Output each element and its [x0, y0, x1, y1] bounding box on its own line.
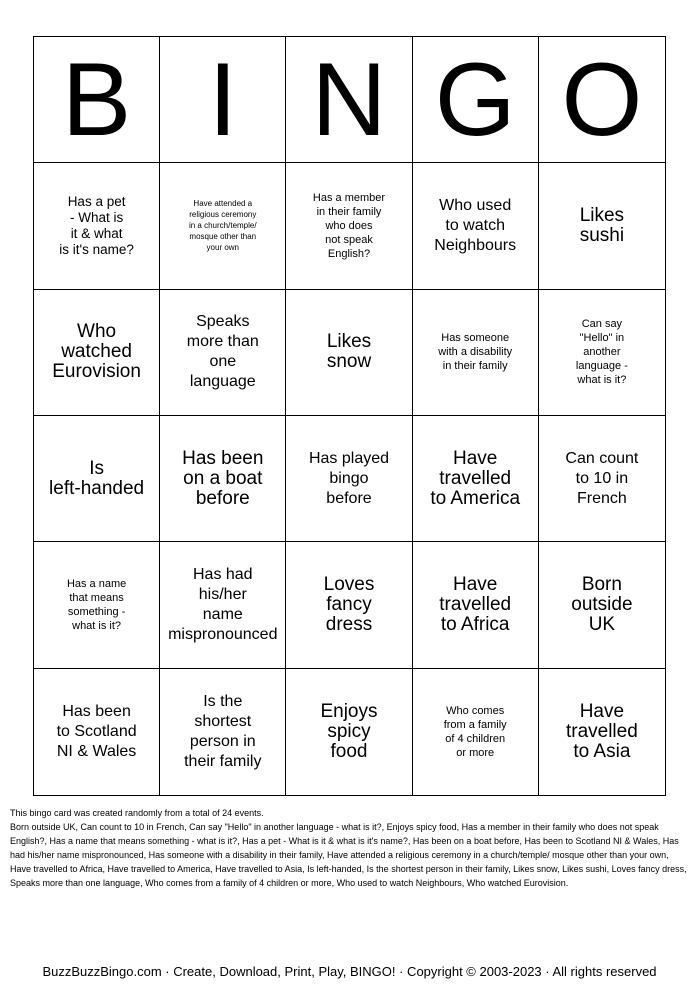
- bingo-cell: Who comes from a family of 4 children or more: [413, 669, 539, 795]
- bingo-cell: Born outside UK: [539, 542, 665, 668]
- bingo-cell: Have travelled to America: [413, 416, 539, 542]
- bingo-cell: Have travelled to Asia: [565, 700, 638, 762]
- header-letter-o: O: [539, 37, 665, 163]
- bingo-cell: Who used to watch Neighbours: [413, 163, 539, 289]
- bingo-card: [33, 36, 666, 796]
- bingo-cell: Can say "Hello" in another language - what is it?: [539, 290, 665, 416]
- footer-copyright: BuzzBuzzBingo.com · Create, Download, Print, Play, BINGO! · Copyright © 2003-2023 · All rights reserved: [42, 964, 657, 979]
- bingo-cell: Has a pet - What is it & what is it's name?: [34, 163, 160, 289]
- bingo-cell: Is the shortest person in their family: [160, 669, 286, 795]
- bingo-cell: Has been to Scotland NI & Wales: [34, 669, 160, 795]
- header-letter-i: I: [160, 37, 286, 163]
- bingo-cell: Has been on a boat before: [160, 416, 286, 542]
- bingo-cell: Likes snow: [286, 290, 412, 416]
- bingo-cell: Has a name that means something - what is it?: [34, 542, 160, 668]
- bingo-cell: Loves fancy dress: [286, 542, 412, 668]
- bingo-cell: Has played bingo before: [286, 416, 412, 542]
- header-letter-b: B: [34, 37, 160, 163]
- bingo-cell: Has had his/her name mispronounced: [160, 542, 286, 668]
- bingo-cell: Is left-handed: [34, 416, 160, 542]
- header-letter-n: N: [286, 37, 412, 163]
- bingo-cell: Who watched Eurovision: [34, 290, 160, 416]
- bingo-cell: Has someone with a disability in their family: [413, 290, 539, 416]
- bingo-cell: Can count to 10 in French: [539, 416, 665, 542]
- bingo-cell: Have travelled to Africa: [413, 542, 539, 668]
- card-description: This bingo card was created randomly from a total of 24 events. Born outside UK, Can count to 10 in French, Can say "Hello" in another language - what is it?, Enjoys spicy food, Has a member in their family who does not speak English?, Has a name that means something - what is it?, Has a pet - What is it & what is it's name?, Has been on a boat before, Has been to Scotland NI & Wales, Has had his/her name mispronounced, Has someone with a disability in their family, Have attended a religious ceremony in a church/temple/ mosque other than your own, Have travelled to Africa, Have travelled to America, Have travelled to Asia, Is left-handed, Is the shortest person in their family, Likes snow, Likes sushi, Loves fancy dress, Speaks more than one language, Who comes from a family of 4 children or more, Who used to watch Neighbours, Who watched Eurovision.: [10, 808, 687, 888]
- header-letter-g: G: [413, 37, 539, 163]
- bingo-cell: Likes sushi: [539, 163, 665, 289]
- bingo-cell: Speaks more than one language: [160, 290, 286, 416]
- bingo-cell: Has a member in their family who does not speak English?: [286, 163, 412, 289]
- bingo-cell: Enjoys spicy food: [286, 669, 412, 795]
- bingo-cell: Have attended a religious ceremony in a church/temple/ mosque other than your own: [160, 163, 286, 289]
